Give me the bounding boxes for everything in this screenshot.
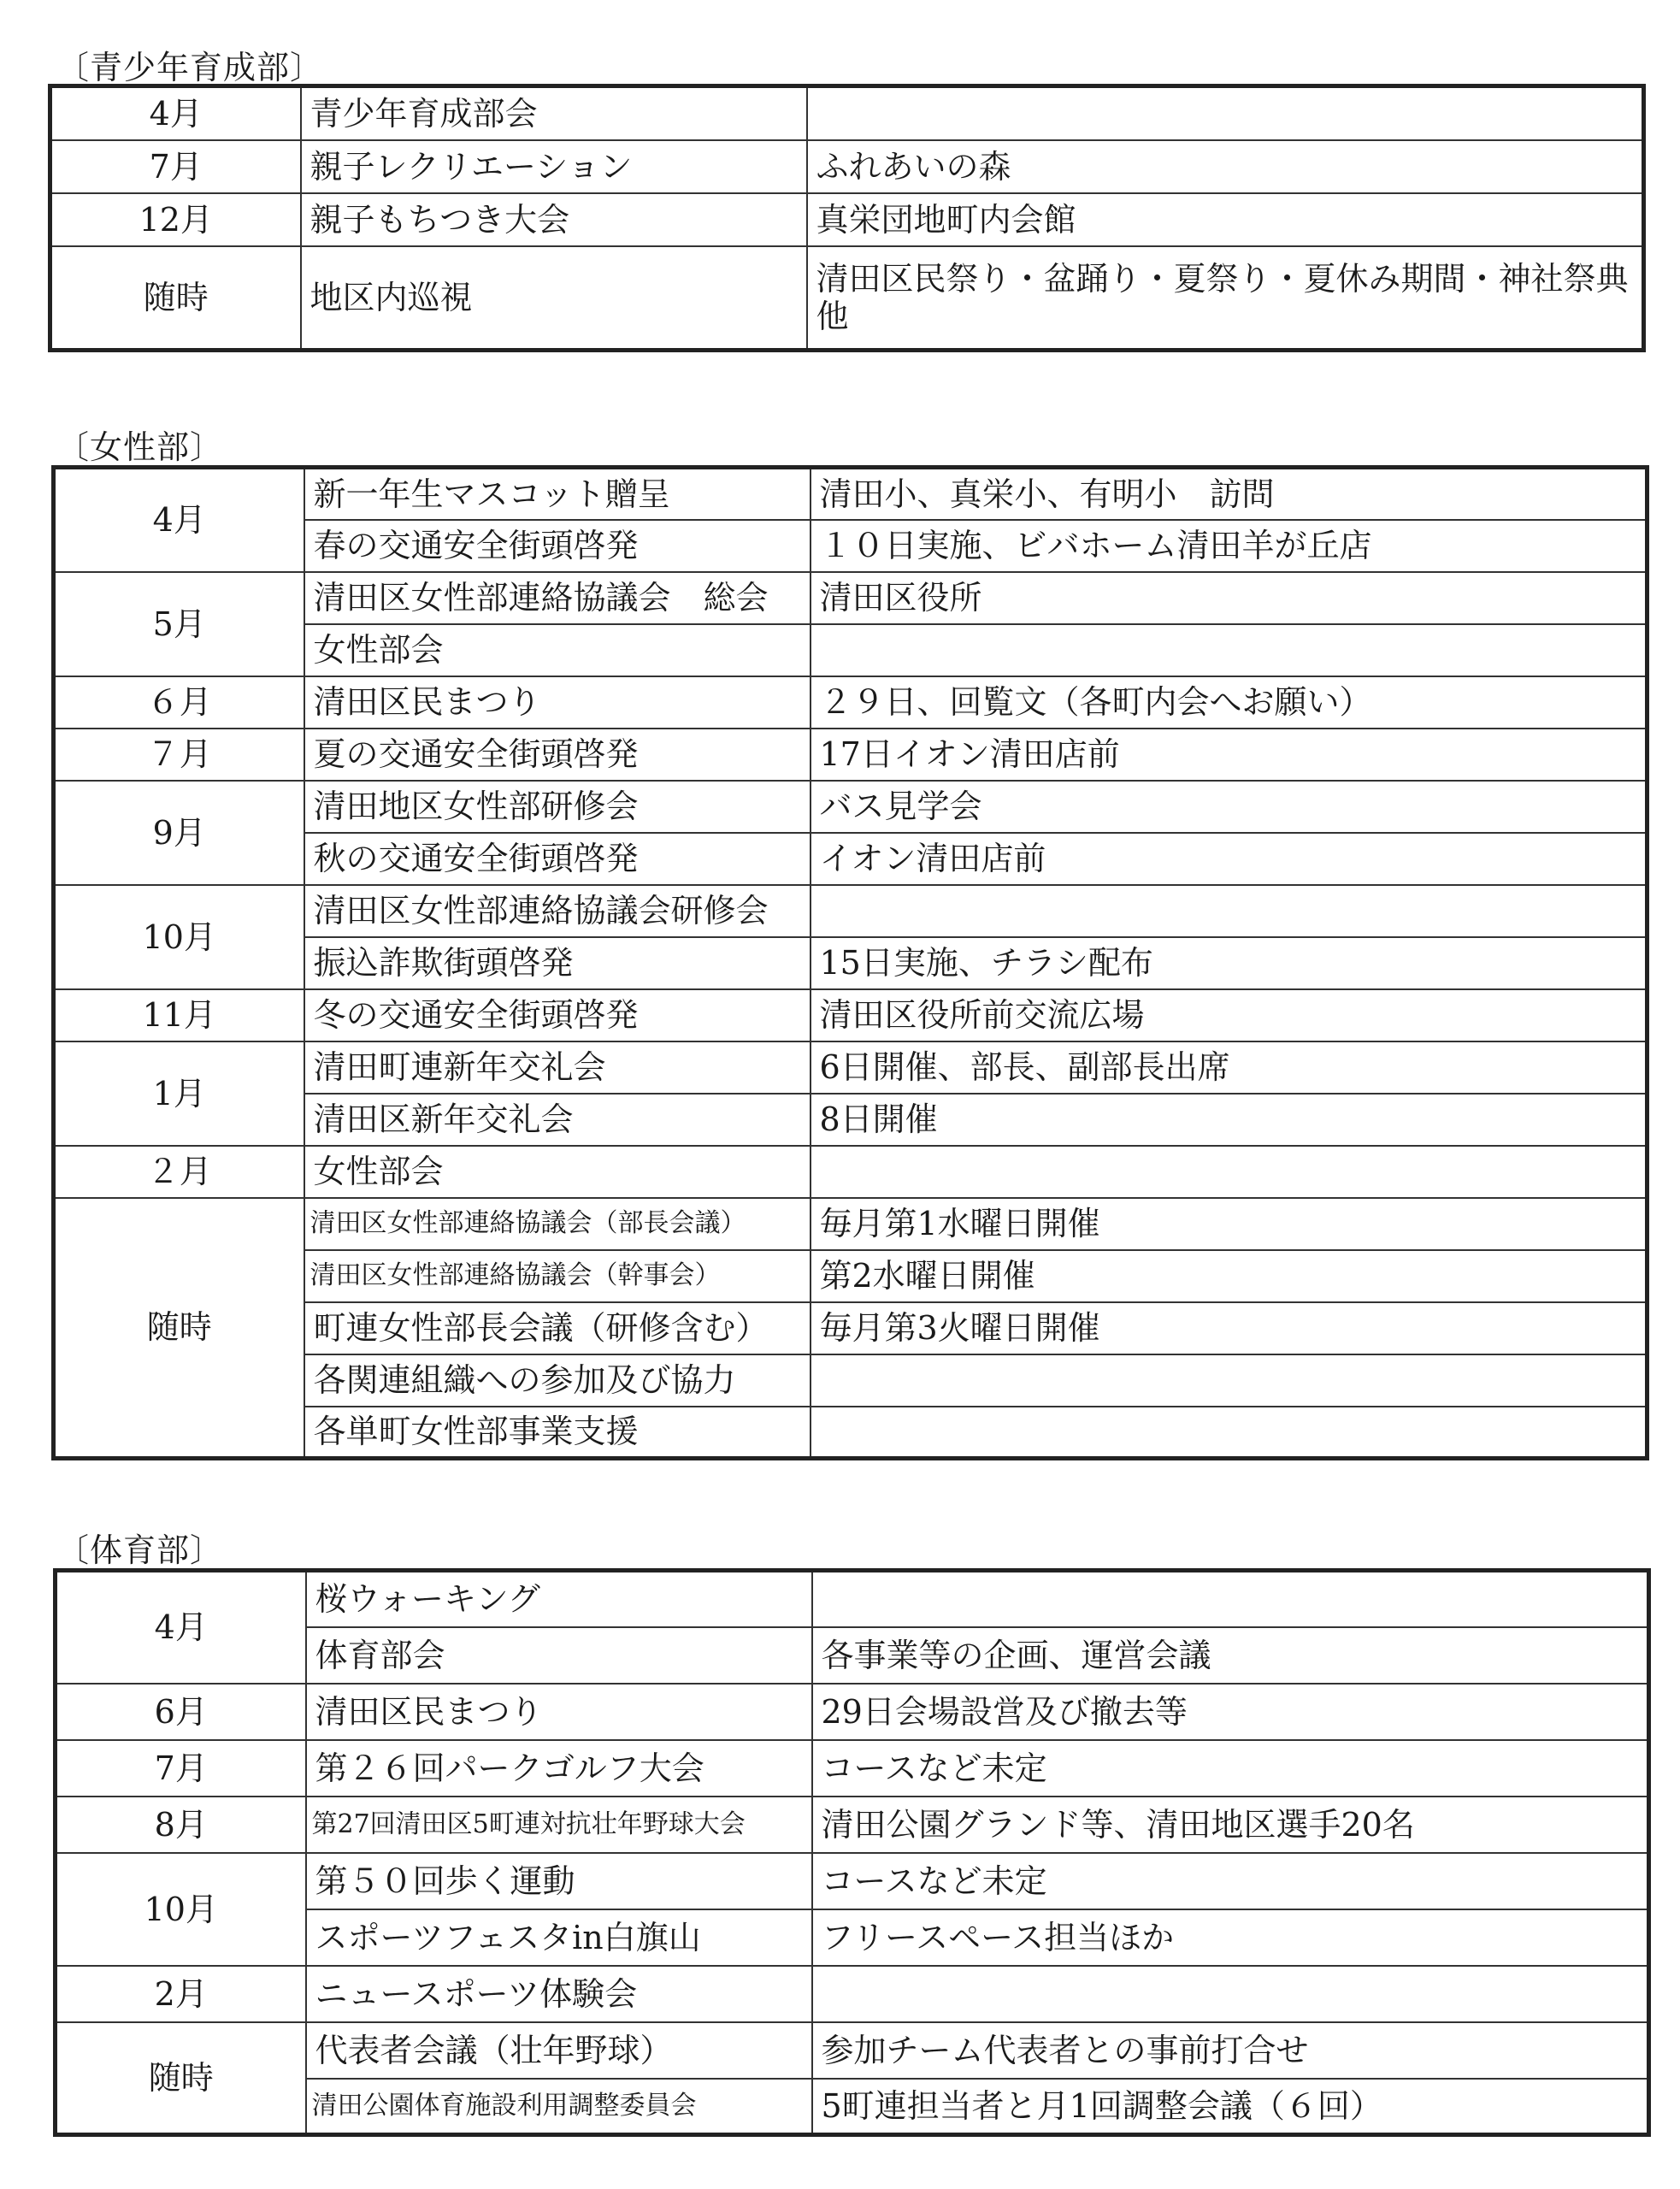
event-cell: 第５０回歩く運動 [306,1853,812,1909]
event-cell: 清田区民まつり [304,676,811,729]
note-cell: 各事業等の企画、運営会議 [812,1627,1649,1684]
youth-schedule-table [48,84,1646,352]
table-row [56,1684,1649,1740]
event-cell: 各関連組織への参加及び協力 [304,1354,811,1407]
table-row [56,1740,1649,1797]
note-cell: ２９日、回覧文（各町内会へお願い） [811,676,1648,729]
table-row [54,572,1648,624]
month-cell: 12月 [50,193,301,246]
event-cell: 女性部会 [304,624,811,676]
table-row [56,1571,1649,1627]
table-row [50,193,1644,246]
table-row [56,1966,1649,2022]
table-row [50,140,1644,193]
note-cell: ふれあいの森 [807,140,1644,193]
table-row [56,1853,1649,1909]
note-cell: 清田区役所 [811,572,1648,624]
event-cell: 清田区新年交礼会 [304,1094,811,1146]
month-cell: 4月 [54,468,304,572]
note-cell: バス見学会 [811,781,1648,833]
month-cell: 5月 [54,572,304,676]
event-cell: スポーツフェスタin白旗山 [306,1909,812,1966]
month-cell: 6月 [56,1684,306,1740]
note-cell: 17日イオン清田店前 [811,729,1648,781]
note-cell: 5町連担当者と月1回調整会議（６回） [812,2079,1649,2135]
table-row [56,2022,1649,2079]
note-cell: １０日実施、ビバホーム清田羊が丘店 [811,520,1648,572]
month-cell: 1月 [54,1041,304,1146]
month-cell: 7月 [50,140,301,193]
section-title-youth: 〔青少年育成部〕 [56,49,324,86]
month-cell: 随時 [54,1198,304,1459]
month-cell: ６月 [54,676,304,729]
event-cell: 清田区女性部連絡協議会 総会 [304,572,811,624]
note-cell: 真栄団地町内会館 [807,193,1644,246]
table-row [50,246,1644,351]
event-cell: 清田区民まつり [306,1684,812,1740]
month-cell: 10月 [54,885,304,989]
event-cell: 清田地区女性部研修会 [304,781,811,833]
month-cell: 9月 [54,781,304,885]
note-cell [812,1966,1649,2022]
month-cell: 7月 [56,1740,306,1797]
event-cell: 夏の交通安全街頭啓発 [304,729,811,781]
event-cell: 冬の交通安全街頭啓発 [304,989,811,1041]
table-row [54,885,1648,937]
table-row [54,468,1648,520]
month-cell: 随時 [56,2022,306,2135]
note-cell [811,885,1648,937]
event-cell: 清田区女性部連絡協議会（幹事会） [304,1250,811,1302]
event-cell: 町連女性部長会議（研修含む） [304,1302,811,1354]
sports-schedule-table [53,1568,1651,2137]
event-cell: 桜ウォーキング [306,1571,812,1627]
table-row [54,989,1648,1041]
event-cell: 青少年育成部会 [301,86,807,140]
event-cell: 親子レクリエーション [301,140,807,193]
note-cell: 15日実施、チラシ配布 [811,937,1648,989]
note-cell: フリースペース担当ほか [812,1909,1649,1966]
event-cell: 体育部会 [306,1627,812,1684]
event-cell: 清田町連新年交礼会 [304,1041,811,1094]
event-cell: 振込詐欺街頭啓発 [304,937,811,989]
event-cell: 各単町女性部事業支援 [304,1407,811,1459]
note-cell [811,1354,1648,1407]
month-cell: 4月 [56,1571,306,1684]
event-cell: 秋の交通安全街頭啓発 [304,833,811,885]
note-cell: 参加チーム代表者との事前打合せ [812,2022,1649,2079]
note-cell: 毎月第1水曜日開催 [811,1198,1648,1250]
event-cell: 地区内巡視 [301,246,807,351]
table-row [54,781,1648,833]
note-cell: 清田公園グランド等、清田地区選手20名 [812,1797,1649,1853]
note-cell: コースなど未定 [812,1740,1649,1797]
note-cell [811,1146,1648,1198]
section-title-women: 〔女性部〕 [56,428,224,466]
women-schedule-table [51,465,1649,1460]
note-cell: イオン清田店前 [811,833,1648,885]
note-cell: 6日開催、部長、副部長出席 [811,1041,1648,1094]
note-cell: 清田区民祭り・盆踊り・夏祭り・夏休み期間・神社祭典他 [807,246,1644,351]
month-cell: ２月 [54,1146,304,1198]
event-cell: 第２６回パークゴルフ大会 [306,1740,812,1797]
note-cell: 第2水曜日開催 [811,1250,1648,1302]
event-cell: 春の交通安全街頭啓発 [304,520,811,572]
note-cell [812,1571,1649,1627]
section-title-sports: 〔体育部〕 [56,1531,224,1569]
table-row [54,1146,1648,1198]
month-cell: 11月 [54,989,304,1041]
event-cell: 親子もちつき大会 [301,193,807,246]
event-cell: 清田公園体育施設利用調整委員会 [306,2079,812,2135]
event-cell: 清田区女性部連絡協議会（部長会議） [304,1198,811,1250]
event-cell: 女性部会 [304,1146,811,1198]
month-cell: 10月 [56,1853,306,1966]
table-row [54,729,1648,781]
note-cell [811,1407,1648,1459]
note-cell: コースなど未定 [812,1853,1649,1909]
table-row [56,1797,1649,1853]
table-row [50,86,1644,140]
month-cell: 随時 [50,246,301,351]
note-cell [811,624,1648,676]
event-cell: 新一年生マスコット贈呈 [304,468,811,520]
month-cell: 8月 [56,1797,306,1853]
month-cell: 2月 [56,1966,306,2022]
month-cell: ７月 [54,729,304,781]
note-cell: 清田小、真栄小、有明小 訪問 [811,468,1648,520]
table-row [54,676,1648,729]
note-cell [807,86,1644,140]
note-cell: 29日会場設営及び撤去等 [812,1684,1649,1740]
event-cell: 第27回清田区5町連対抗壮年野球大会 [306,1797,812,1853]
table-row [54,1041,1648,1094]
note-cell: 8日開催 [811,1094,1648,1146]
table-row [54,1198,1648,1250]
event-cell: 代表者会議（壮年野球） [306,2022,812,2079]
event-cell: ニュースポーツ体験会 [306,1966,812,2022]
note-cell: 清田区役所前交流広場 [811,989,1648,1041]
note-cell: 毎月第3火曜日開催 [811,1302,1648,1354]
event-cell: 清田区女性部連絡協議会研修会 [304,885,811,937]
month-cell: 4月 [50,86,301,140]
